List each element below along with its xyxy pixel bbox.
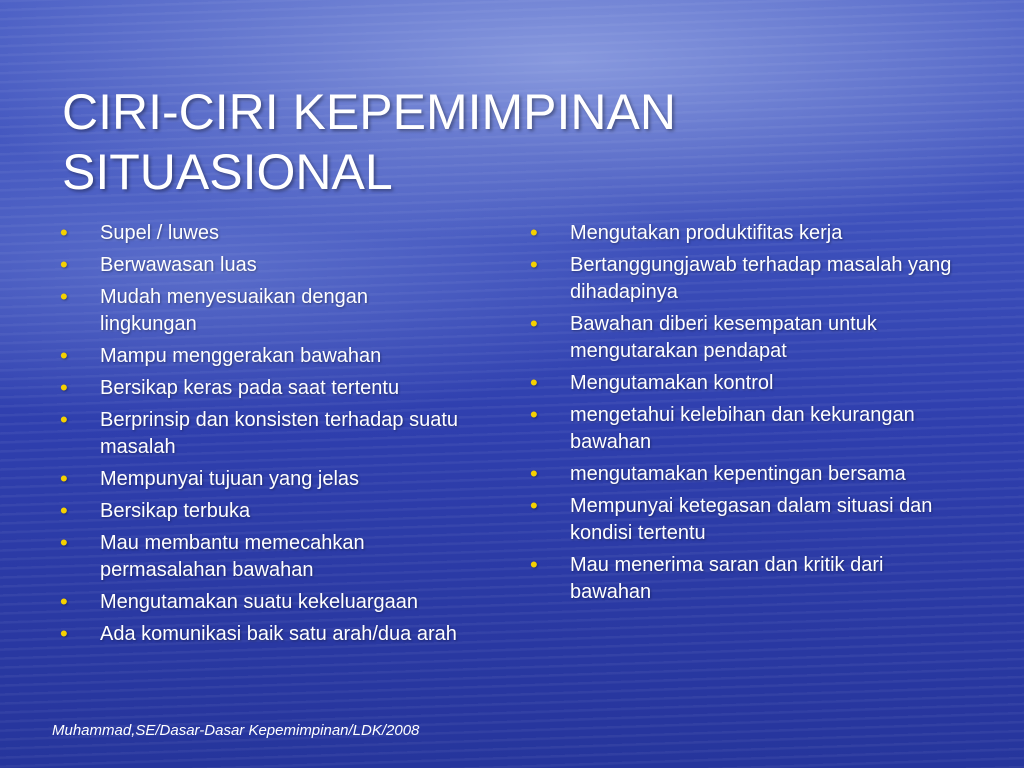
list-item	[530, 220, 970, 247]
bullet-icon: •	[530, 552, 538, 577]
list-item	[60, 220, 460, 247]
list-item-text: Mempunyai ketegasan dalam situasi dan kondisi tertentu	[570, 495, 933, 544]
bullet-icon: •	[60, 252, 68, 277]
list-item	[60, 466, 460, 493]
bullet-icon: •	[60, 343, 68, 368]
list-item-text: Berprinsip dan konsisten terhadap suatu masalah	[100, 409, 459, 458]
list-item	[60, 498, 460, 525]
list-item-text: Bawahan diberi kesempatan untuk mengutarakan pendapat	[570, 313, 877, 362]
bullet-icon: •	[530, 252, 538, 277]
list-item	[530, 552, 970, 606]
list-item-text: Bersikap keras pada saat tertentu	[100, 377, 400, 399]
list-item	[530, 493, 970, 547]
list-item-text: Mau menerima saran dan kritik dari bawahan	[570, 554, 884, 603]
list-item-text: Mudah menyesuaikan dengan lingkungan	[100, 286, 368, 335]
bullet-icon: •	[60, 621, 68, 646]
bullet-icon: •	[530, 311, 538, 336]
bullet-icon: •	[60, 284, 68, 309]
list-item-text: Mempunyai tujuan yang jelas	[100, 468, 360, 490]
bullet-icon: •	[530, 402, 538, 427]
list-item	[60, 621, 460, 648]
right-column	[530, 220, 970, 611]
bullet-icon: •	[60, 466, 68, 491]
list-item	[60, 343, 460, 370]
bullet-icon: •	[60, 530, 68, 555]
bullet-icon: •	[530, 370, 538, 395]
bullet-icon: •	[60, 589, 68, 614]
list-item	[530, 311, 970, 365]
left-column	[60, 220, 460, 653]
bullet-icon: •	[60, 375, 68, 400]
bullet-icon: •	[60, 498, 68, 523]
bullet-icon: •	[60, 220, 68, 245]
list-item-text: Mengutakan produktifitas kerja	[570, 222, 843, 244]
list-item	[530, 252, 970, 306]
list-item-text: Bertanggungjawab terhadap masalah yang dihadapinya	[570, 254, 952, 303]
list-item-text: Mampu menggerakan bawahan	[100, 345, 382, 367]
list-item-text: Ada komunikasi baik satu arah/dua arah	[100, 623, 457, 645]
list-item-text: Supel / luwes	[100, 222, 219, 244]
bullet-icon: •	[530, 461, 538, 486]
list-item-text: mengutamakan kepentingan bersama	[570, 463, 906, 485]
list-item	[530, 461, 970, 488]
list-item-text: Berwawasan luas	[100, 254, 257, 276]
list-item	[60, 375, 460, 402]
slide-title: CIRI-CIRI KEPEMIMPINAN SITUASIONAL	[62, 83, 676, 200]
right-bullet-list	[530, 220, 970, 606]
left-bullet-list	[60, 220, 460, 648]
list-item-text: Mengutamakan suatu kekeluargaan	[100, 591, 418, 613]
list-item-text: mengetahui kelebihan dan kekurangan bawahan	[570, 404, 915, 453]
bullet-icon: •	[530, 493, 538, 518]
list-item	[60, 407, 460, 461]
list-item-text: Mau membantu memecahkan permasalahan bawahan	[100, 532, 365, 581]
bullet-icon: •	[530, 220, 538, 245]
footer-credit: Muhammad,SE/Dasar-Dasar Kepemimpinan/LDK/2008	[52, 722, 420, 739]
list-item	[530, 370, 970, 397]
bullet-icon: •	[60, 407, 68, 432]
list-item	[60, 589, 460, 616]
list-item-text: Mengutamakan kontrol	[570, 372, 774, 394]
list-item-text: Bersikap terbuka	[100, 500, 251, 522]
list-item	[60, 530, 460, 584]
list-item	[60, 252, 460, 279]
list-item	[60, 284, 460, 338]
list-item	[530, 402, 970, 456]
